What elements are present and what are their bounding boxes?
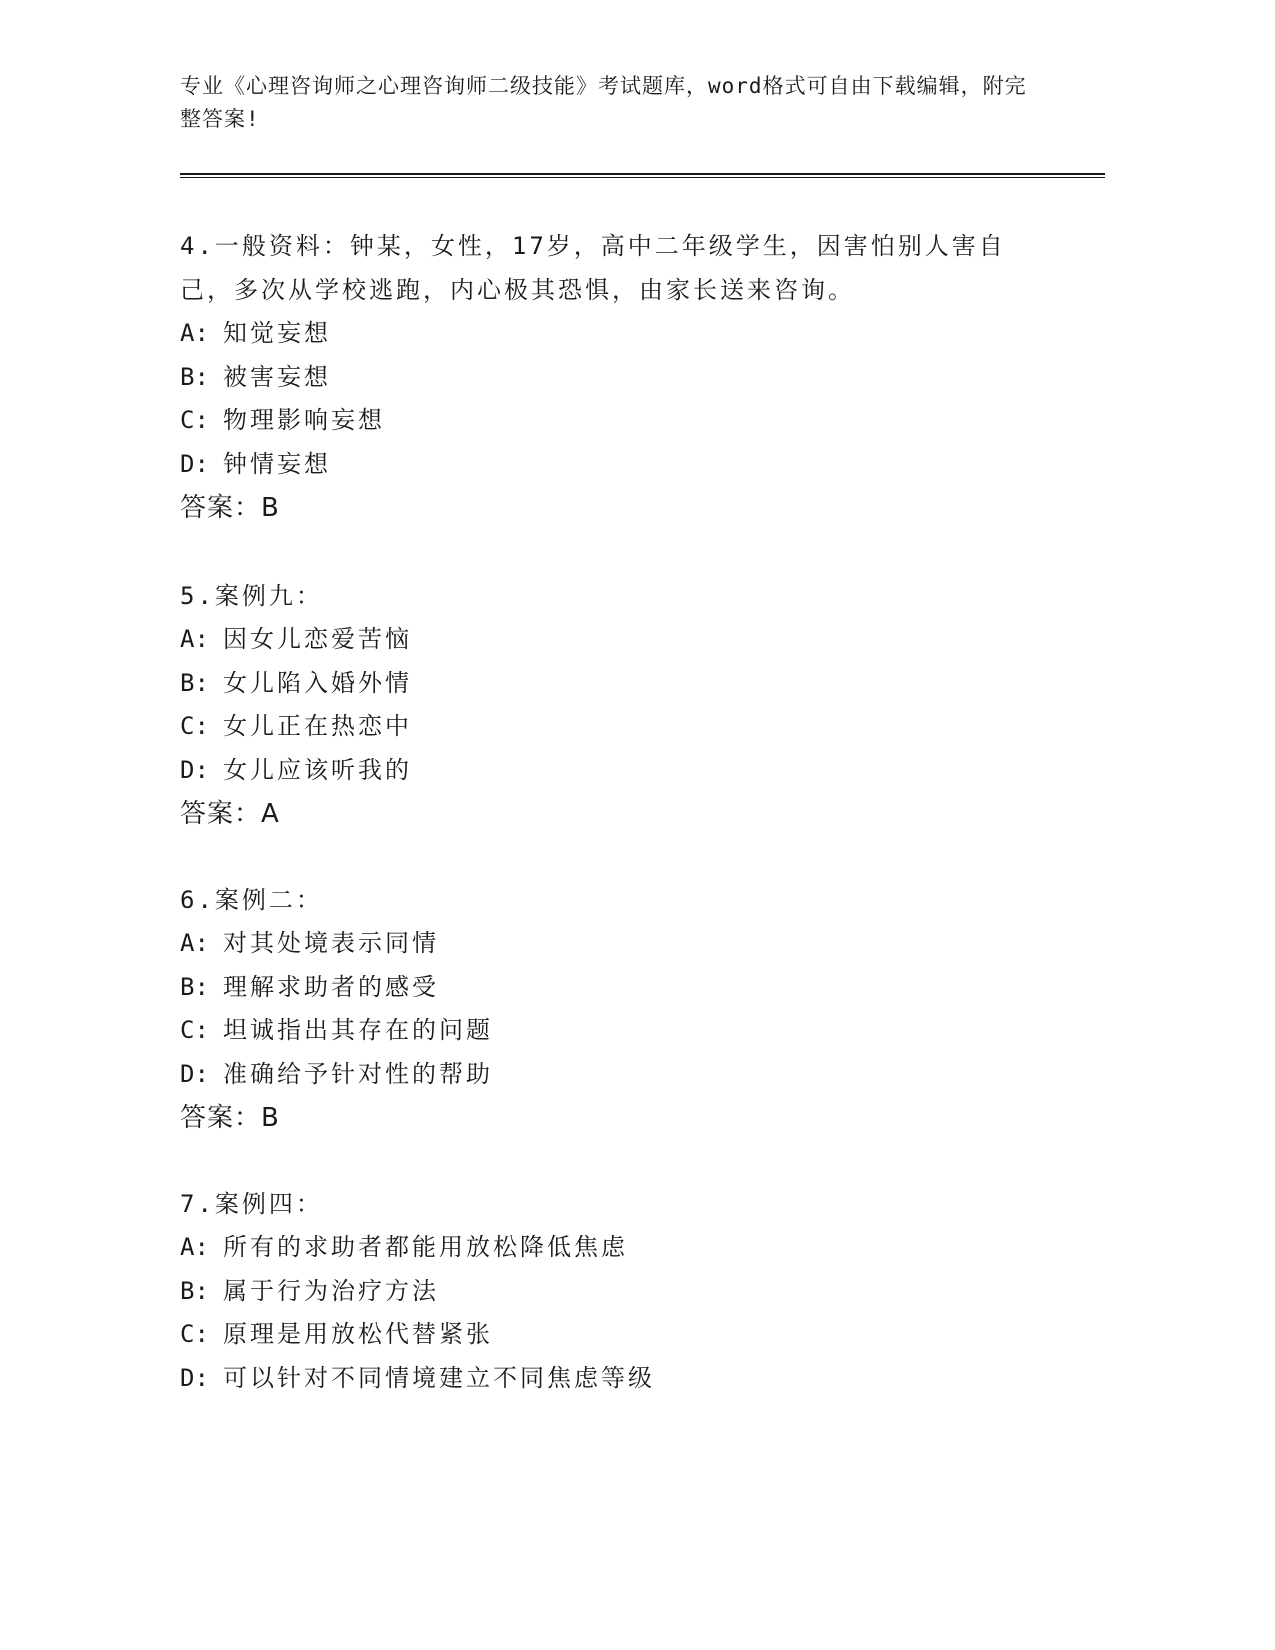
option-text: 坦诚指出其存在的问题 [223, 1016, 493, 1044]
question-5 [180, 574, 1040, 836]
option-text: 女儿陷入婚外情 [223, 668, 412, 697]
option-c [180, 1009, 1040, 1053]
option-text: 理解求助者的感受 [223, 972, 439, 1001]
question-stem: 4.一般资料：钟某，女性，17岁，高中二年级学生，因害怕别人害自己，多次从学校逃跑，内心极其恐惧，由家长送来咨询。 [180, 232, 1006, 304]
option-key: C: [180, 406, 209, 434]
option-key: B: [180, 972, 209, 1001]
option-key: C: [180, 712, 209, 740]
option-b [180, 1270, 1040, 1314]
option-key: C: [180, 1016, 209, 1044]
option-c [180, 399, 1040, 443]
option-key: B: [180, 362, 209, 391]
option-key: A: [180, 625, 209, 653]
option-text: 对其处境表示同情 [223, 929, 439, 957]
option-key: A: [180, 1233, 209, 1261]
option-text: 物理影响妄想 [223, 406, 385, 434]
option-a [180, 922, 1040, 966]
option-a [180, 312, 1040, 356]
header-divider [180, 173, 1105, 178]
option-text: 女儿应该听我的 [223, 755, 412, 784]
option-d [180, 1357, 1040, 1401]
option-text: 准确给予针对性的帮助 [223, 1059, 493, 1088]
option-key: B: [180, 668, 209, 697]
option-text: 可以针对不同情境建立不同焦虑等级 [223, 1363, 655, 1392]
document-header: 专业《心理咨询师之心理咨询师二级技能》考试题库，word格式可自由下载编辑，附完整答案! [180, 74, 1027, 131]
option-a [180, 618, 1040, 662]
option-b [180, 966, 1040, 1010]
option-b [180, 662, 1040, 706]
question-7 [180, 1182, 1040, 1400]
option-c [180, 705, 1040, 749]
option-key: D: [180, 1059, 209, 1088]
option-key: B: [180, 1276, 209, 1305]
option-d [180, 443, 1040, 487]
option-text: 属于行为治疗方法 [223, 1276, 439, 1305]
option-key: A: [180, 319, 209, 347]
question-4 [180, 224, 1040, 530]
option-d [180, 1053, 1040, 1097]
option-a [180, 1226, 1040, 1270]
option-key: A: [180, 929, 209, 957]
option-c [180, 1313, 1040, 1357]
option-key: D: [180, 449, 209, 478]
option-key: C: [180, 1320, 209, 1348]
option-text: 知觉妄想 [223, 319, 331, 347]
option-d [180, 749, 1040, 793]
option-text: 女儿正在热恋中 [223, 712, 412, 740]
question-6 [180, 878, 1040, 1140]
answer-line: 答案：A [180, 799, 280, 829]
question-stem: 7.案例四： [180, 1190, 323, 1218]
option-text: 被害妄想 [223, 362, 331, 391]
option-text: 因女儿恋爱苦恼 [223, 625, 412, 653]
option-text: 所有的求助者都能用放松降低焦虑 [223, 1233, 628, 1261]
question-stem: 5.案例九： [180, 582, 323, 610]
option-text: 钟情妄想 [223, 449, 331, 478]
option-key: D: [180, 755, 209, 784]
answer-line: 答案：B [180, 1103, 280, 1133]
option-b [180, 356, 1040, 400]
option-key: D: [180, 1363, 209, 1392]
question-stem: 6.案例二： [180, 886, 323, 914]
answer-line: 答案：B [180, 493, 280, 523]
option-text: 原理是用放松代替紧张 [223, 1320, 493, 1348]
